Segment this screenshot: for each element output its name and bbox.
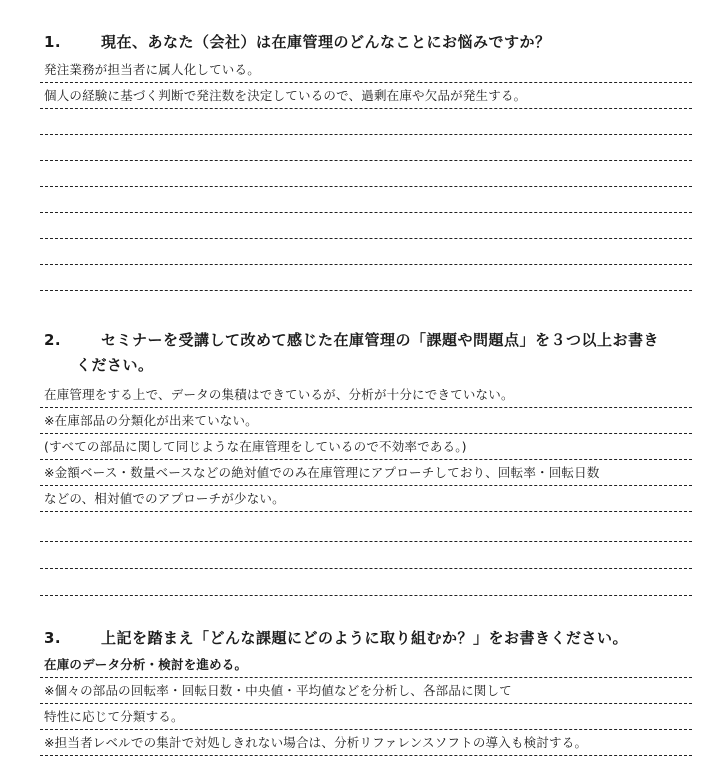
question-1 (44, 30, 694, 55)
answer-line[interactable] (40, 543, 692, 569)
answer-line[interactable] (40, 460, 692, 486)
answer-line[interactable] (40, 109, 692, 135)
answer-text: ※金額ベース・数量ベースなどの絶対値でのみ在庫管理にアプローチしており、回転率・回転日数 (44, 465, 600, 480)
answer-text: などの、相対値でのアプローチが少ない。 (44, 491, 285, 506)
answer-line[interactable] (40, 57, 692, 83)
answer-line[interactable] (40, 382, 692, 408)
answer-line[interactable] (40, 265, 692, 291)
answer-line[interactable] (40, 730, 692, 756)
question-text: 現在、あなた（会社）は在庫管理のどんなことにお悩みですか？ (101, 33, 551, 51)
question-text: 上記を踏まえ「どんな課題にどのように取り組むか？」をお書きください。 (101, 629, 629, 647)
answer-line[interactable] (40, 239, 692, 265)
question-text: セミナーを受講して改めて感じた在庫管理の「課題や問題点」を３つ以上お書き (101, 331, 660, 349)
answer-line[interactable] (40, 516, 692, 542)
answer-text: (すべての部品に関して同じような在庫管理をしているので不効率である。) (44, 439, 467, 454)
question-text-continued: ください。 (76, 356, 154, 374)
answer-text: 在庫管理をする上で、データの集積はできているが、分析が十分にできていない。 (44, 387, 514, 402)
answer-line[interactable] (40, 83, 692, 109)
answer-text: 特性に応じて分類する。 (44, 709, 184, 724)
answer-line[interactable] (40, 187, 692, 213)
answer-line[interactable] (40, 135, 692, 161)
answer-text: 個人の経験に基づく判断で発注数を決定しているので、過剰在庫や欠品が発生する。 (44, 88, 527, 103)
question-2 (44, 328, 694, 378)
answer-text: ※担当者レベルでの集計で対処しきれない場合は、分析リファレンスソフトの導入も検討する。 (44, 735, 588, 750)
question-number: 3. (44, 629, 62, 647)
question-number: 1. (44, 33, 62, 51)
answer-line[interactable] (40, 704, 692, 730)
answer-line[interactable] (40, 652, 692, 678)
answer-text: ※個々の部品の回転率・回転日数・中央値・平均値などを分析し、各部品に関して (44, 683, 512, 698)
answer-line[interactable] (40, 434, 692, 460)
answer-text: ※在庫部品の分類化が出来ていない。 (44, 413, 258, 428)
answer-line[interactable] (40, 486, 692, 512)
question-3 (44, 626, 694, 651)
answer-text: 発注業務が担当者に属人化している。 (44, 62, 260, 77)
answer-line[interactable] (40, 213, 692, 239)
answer-line[interactable] (40, 408, 692, 434)
answer-text: 在庫のデータ分析・検討を進める。 (44, 657, 248, 672)
question-number: 2. (44, 331, 62, 349)
answer-line[interactable] (40, 161, 692, 187)
answer-line[interactable] (40, 570, 692, 596)
answer-line[interactable] (40, 678, 692, 704)
